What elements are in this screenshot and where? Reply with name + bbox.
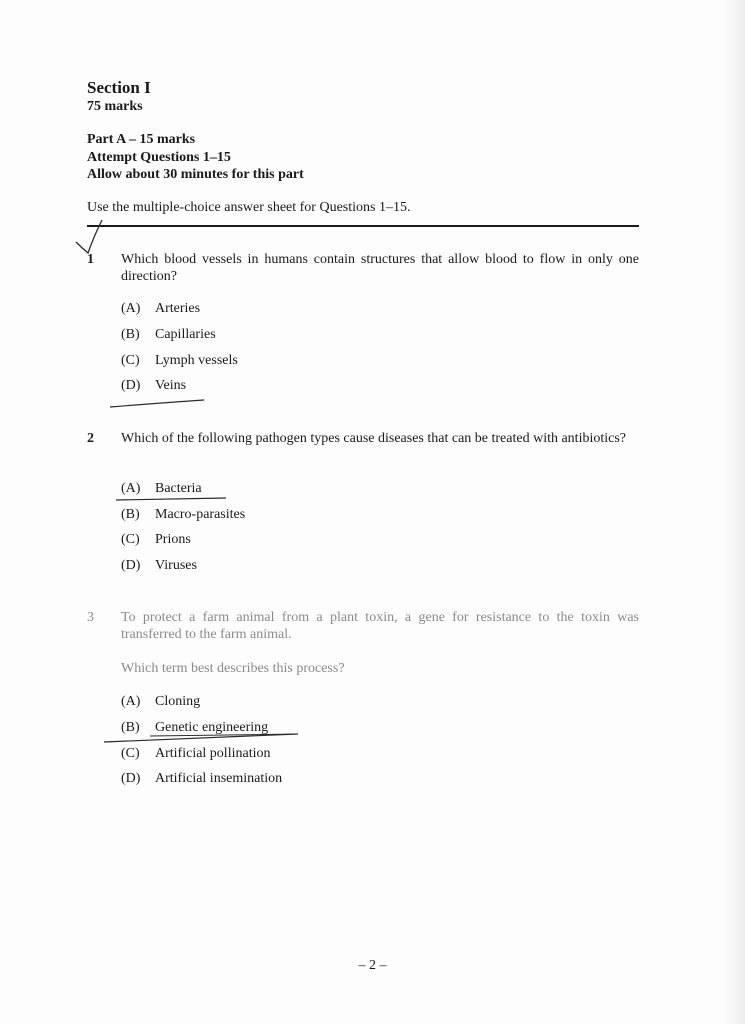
option-text: Capillaries (155, 327, 216, 342)
question-number: 3 (87, 610, 94, 625)
question-number: 2 (87, 431, 94, 446)
option-text: Arteries (155, 301, 201, 316)
question-number: 1 (87, 252, 94, 267)
option-letter: (D) (121, 378, 141, 393)
section-title: Section I (87, 78, 151, 97)
q1-answer-underline (110, 400, 204, 407)
option-letter: (D) (121, 558, 141, 573)
part-title: Part A – 15 marks (87, 132, 196, 147)
option-letter: (B) (121, 327, 140, 342)
option-text: Artificial insemination (155, 771, 283, 786)
option-text: Bacteria (155, 481, 202, 496)
option-text: Artificial pollination (155, 746, 271, 761)
question-prompt: Which term best describes this process? (121, 661, 345, 676)
section-marks: 75 marks (87, 99, 143, 114)
option-text: Viruses (155, 558, 197, 573)
option-letter: (C) (121, 532, 140, 547)
part-time: Allow about 30 minutes for this part (87, 167, 304, 182)
option-letter: (D) (121, 771, 141, 786)
option-letter: (B) (121, 720, 140, 735)
option-text: Genetic engineering (155, 720, 269, 735)
option-letter: (A) (121, 481, 141, 496)
q2-answer-underline (116, 498, 226, 500)
question-text: To protect a farm animal from a plant toxin, a gene for resistance to the toxin was transferred to the farm animal. (121, 610, 639, 642)
part-attempt: Attempt Questions 1–15 (87, 149, 231, 165)
option-letter: (A) (121, 694, 141, 709)
option-text: Veins (155, 378, 187, 393)
page-number: – 2 – (358, 958, 387, 973)
option-text: Prions (155, 532, 191, 547)
option-letter: (A) (121, 301, 141, 316)
answer-sheet-instruction: Use the multiple-choice answer sheet for Questions 1–15. (87, 200, 411, 215)
option-letter: (C) (121, 746, 140, 761)
checkmark-icon (76, 220, 102, 253)
question-text: Which blood vessels in humans contain structures that allow blood to flow in only one direction? (121, 252, 639, 284)
option-letter: (B) (121, 507, 140, 522)
question-text: Which of the following pathogen types cause diseases that can be treated with antibiotics? (121, 431, 627, 446)
option-text: Cloning (155, 694, 201, 709)
option-text: Macro-parasites (155, 507, 246, 522)
option-letter: (C) (121, 353, 140, 368)
option-text: Lymph vessels (155, 353, 238, 368)
